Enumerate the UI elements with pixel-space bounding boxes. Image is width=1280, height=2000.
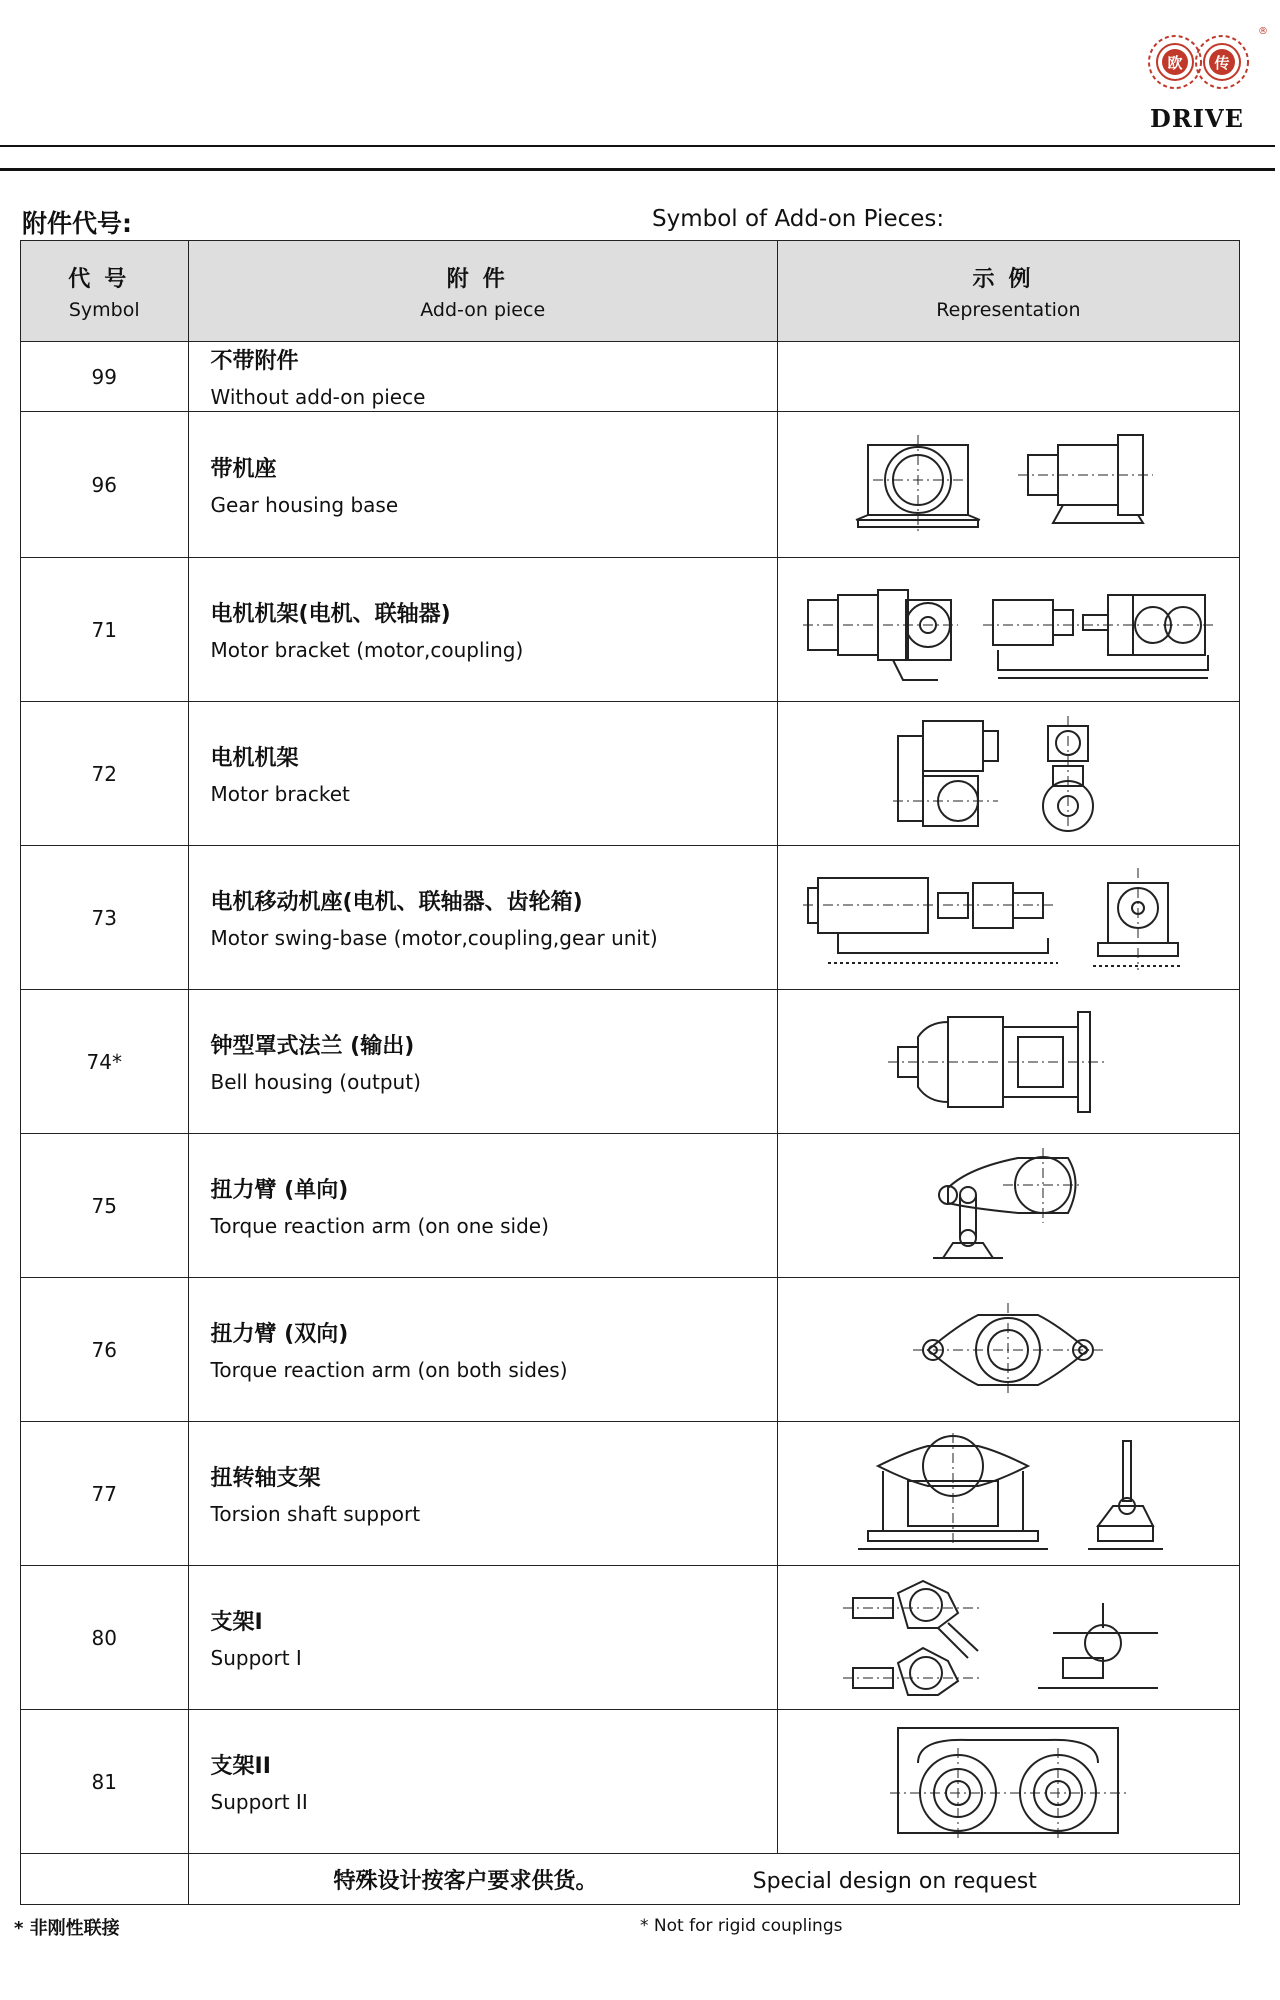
table-row	[21, 1710, 1240, 1854]
header-representation: 示例 Representation	[777, 241, 1239, 342]
footer-empty-cell	[21, 1854, 189, 1905]
table-row	[21, 846, 1240, 990]
motor-bracket-coupling-drawing	[798, 570, 1218, 690]
symbol-cell: 75	[21, 1134, 189, 1278]
support-ii-drawing	[888, 1718, 1128, 1846]
addon-cell: 电机机架 Motor bracket	[188, 702, 777, 846]
addon-cell: 支架I Support I	[188, 1566, 777, 1710]
table-row	[21, 702, 1240, 846]
header-rule-thick	[0, 168, 1275, 171]
addon-cell: 电机机架(电机、联轴器) Motor bracket (motor,coupling)	[188, 558, 777, 702]
svg-text:欧: 欧	[1167, 54, 1183, 72]
gear-housing-base-drawing	[848, 425, 1168, 545]
symbol-cell: 80	[21, 1566, 189, 1710]
table-row	[21, 342, 1240, 412]
addon-cell: 支架II Support II	[188, 1710, 777, 1854]
footnote-cn: * 非刚性联接	[14, 1918, 120, 1939]
representation-cell	[777, 846, 1239, 990]
table-row	[21, 1422, 1240, 1566]
representation-cell	[777, 702, 1239, 846]
addon-table	[20, 240, 1240, 1905]
representation-cell	[777, 1566, 1239, 1710]
header-rule-thin	[0, 145, 1275, 147]
addon-cell: 电机移动机座(电机、联轴器、齿轮箱) Motor swing-base (motor,coupling,gear unit)	[188, 846, 777, 990]
torque-arm-both-sides-drawing	[908, 1295, 1108, 1405]
table-row	[21, 1134, 1240, 1278]
svg-text:传: 传	[1214, 54, 1230, 72]
addon-cell: 扭力臂 (双向) Torque reaction arm (on both sides)	[188, 1278, 777, 1422]
logo-wordmark: DRIVE	[1150, 104, 1244, 133]
table-row	[21, 558, 1240, 702]
header-symbol: 代号 Symbol	[21, 241, 189, 342]
symbol-cell: 99	[21, 342, 189, 412]
torsion-shaft-support-drawing	[848, 1431, 1168, 1556]
footer-text-en: Special design on request	[752, 1868, 1037, 1894]
section-title-cn: 附件代号:	[22, 209, 132, 238]
addon-cell: 扭力臂 (单向) Torque reaction arm (on one side)	[188, 1134, 777, 1278]
table-row	[21, 1566, 1240, 1710]
representation-cell	[777, 1710, 1239, 1854]
support-i-drawing	[838, 1573, 1178, 1703]
svg-text:®: ®	[1258, 26, 1268, 37]
symbol-cell: 77	[21, 1422, 189, 1566]
table-footer-row	[21, 1854, 1240, 1905]
representation-cell	[777, 1278, 1239, 1422]
footer-text-cn: 特殊设计按客户要求供货。	[333, 1868, 598, 1894]
symbol-cell: 74*	[21, 990, 189, 1134]
addon-cell: 不带附件 Without add-on piece	[188, 342, 777, 412]
addon-cell: 带机座 Gear housing base	[188, 412, 777, 558]
motor-bracket-drawing	[888, 711, 1128, 836]
representation-cell-empty	[777, 342, 1239, 412]
symbol-cell: 73	[21, 846, 189, 990]
addon-cell: 钟型罩式法兰 (输出) Bell housing (output)	[188, 990, 777, 1134]
addon-cell: 扭转轴支架 Torsion shaft support	[188, 1422, 777, 1566]
page-header	[0, 0, 1280, 175]
footer-cell	[188, 1854, 1239, 1905]
table-row	[21, 412, 1240, 558]
motor-swing-base-drawing	[798, 858, 1218, 978]
symbol-cell: 72	[21, 702, 189, 846]
symbol-cell: 71	[21, 558, 189, 702]
representation-cell	[777, 1422, 1239, 1566]
table-row	[21, 1278, 1240, 1422]
torque-arm-one-side-drawing	[908, 1143, 1108, 1268]
representation-cell	[777, 558, 1239, 702]
table-header-row	[21, 241, 1240, 342]
representation-cell	[777, 990, 1239, 1134]
bell-housing-drawing	[878, 1002, 1138, 1122]
symbol-cell: 81	[21, 1710, 189, 1854]
table-row	[21, 990, 1240, 1134]
section-title-en: Symbol of Add-on Pieces:	[652, 206, 945, 232]
header-addon: 附件 Add-on piece	[188, 241, 777, 342]
representation-cell	[777, 412, 1239, 558]
symbol-cell: 96	[21, 412, 189, 558]
footnote-en: * Not for rigid couplings	[640, 1916, 843, 1936]
symbol-cell: 76	[21, 1278, 189, 1422]
representation-cell	[777, 1134, 1239, 1278]
